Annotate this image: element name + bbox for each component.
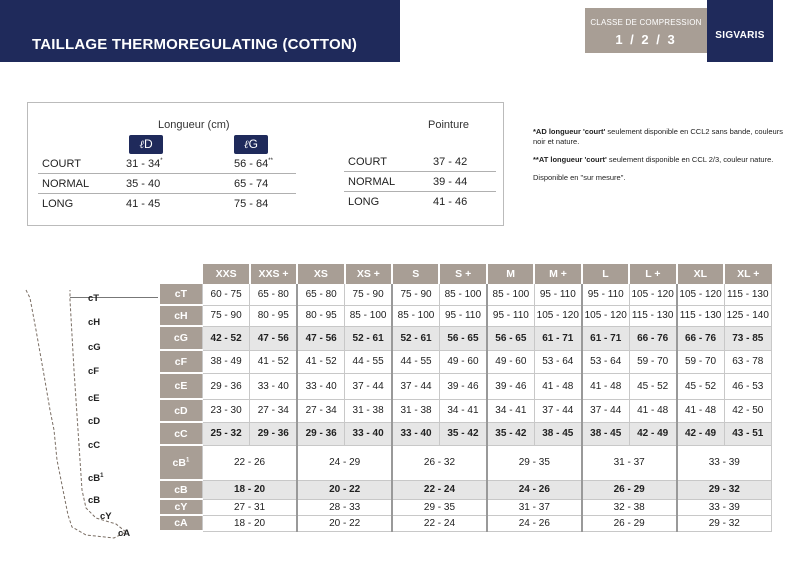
size-cell: 28 - 33 <box>297 499 392 515</box>
size-cell: 75 - 90 <box>202 305 249 326</box>
size-row-label <box>160 499 202 515</box>
length-g-mark: ** <box>268 158 273 164</box>
pointure-row <box>344 153 496 172</box>
size-row-cA <box>160 515 772 531</box>
size-cell: 42 - 49 <box>677 422 724 445</box>
size-header-cell: M <box>487 264 534 284</box>
pointure-value: 39 - 44 <box>433 176 468 188</box>
length-row-label: NORMAL <box>42 178 90 190</box>
leg-label-cT: cT <box>88 293 100 304</box>
leg-label-cH: cH <box>88 317 101 328</box>
size-cell: 45 - 52 <box>677 373 724 399</box>
size-cell: 66 - 76 <box>677 326 724 350</box>
note-3: Disponible en "sur mesure". <box>533 173 626 182</box>
size-cell: 22 - 24 <box>392 515 487 531</box>
size-cell: 80 - 95 <box>297 305 344 326</box>
note-1-text: seulement disponible en CCL2 sans bande, couleurs noir et nature. <box>533 127 783 146</box>
size-cell: 31 - 38 <box>392 399 439 422</box>
leg-label-cG: cG <box>88 342 101 353</box>
size-cell: 39 - 46 <box>487 373 534 399</box>
size-cell: 95 - 110 <box>439 305 486 326</box>
page-title: TAILLAGE THERMOREGULATING (COTTON) <box>32 36 358 53</box>
size-cell: 56 - 65 <box>439 326 486 350</box>
size-header-cell: M + <box>534 264 581 284</box>
size-row-label-text: cA <box>174 517 188 529</box>
leg-label-cB1 <box>88 473 104 484</box>
size-cell: 95 - 110 <box>582 284 629 305</box>
size-cell: 41 - 48 <box>629 399 676 422</box>
size-row-label: cF <box>160 350 202 373</box>
size-row-label: cH <box>160 305 202 326</box>
title-bar <box>0 0 400 62</box>
size-cell: 105 - 120 <box>582 305 629 326</box>
size-cell: 37 - 44 <box>345 373 392 399</box>
pointure-row <box>344 193 496 212</box>
size-header-cell: S + <box>439 264 486 284</box>
size-cell: 56 - 65 <box>487 326 534 350</box>
leg-label-cF: cF <box>88 366 100 377</box>
size-cell: 22 - 26 <box>202 445 297 480</box>
size-cell: 26 - 29 <box>582 480 677 499</box>
length-g-text: 56 - 64 <box>234 158 269 170</box>
compression-class-values: 1 / 2 / 3 <box>615 32 677 47</box>
length-d-badge: ℓD <box>129 135 163 154</box>
size-cell: 33 - 39 <box>677 499 772 515</box>
size-cell: 43 - 51 <box>724 422 771 445</box>
size-cell: 66 - 76 <box>629 326 676 350</box>
size-cell: 20 - 22 <box>297 480 392 499</box>
length-row <box>38 155 296 174</box>
length-row <box>38 175 296 194</box>
size-cell: 37 - 44 <box>392 373 439 399</box>
size-cell: 22 - 24 <box>392 480 487 499</box>
size-cell: 85 - 100 <box>487 284 534 305</box>
size-cell: 27 - 31 <box>202 499 297 515</box>
size-cell: 29 - 32 <box>677 515 772 531</box>
size-row-cB <box>160 480 772 499</box>
size-cell: 24 - 29 <box>297 445 392 480</box>
size-row-label-text: cB <box>174 483 188 496</box>
size-cell: 33 - 40 <box>392 422 439 445</box>
length-box <box>27 102 504 226</box>
length-g-label: G <box>248 137 258 151</box>
size-row-label <box>160 445 202 480</box>
size-cell: 95 - 110 <box>534 284 581 305</box>
size-cell: 60 - 75 <box>202 284 249 305</box>
length-d-value: 41 - 45 <box>126 198 161 210</box>
size-cell: 105 - 120 <box>534 305 581 326</box>
size-header-cell: L + <box>629 264 676 284</box>
length-d-value: 35 - 40 <box>126 178 161 190</box>
size-cell: 115 - 130 <box>677 305 724 326</box>
size-cell: 31 - 37 <box>487 499 582 515</box>
size-cell: 42 - 52 <box>202 326 249 350</box>
size-row-cE <box>160 373 772 399</box>
size-row-label: cT <box>160 284 202 305</box>
size-cell: 24 - 26 <box>487 515 582 531</box>
size-cell: 29 - 36 <box>297 422 344 445</box>
note-2 <box>533 155 783 165</box>
size-row-label <box>160 480 202 499</box>
note-1 <box>533 127 783 147</box>
length-g-value: 65 - 74 <box>234 178 269 190</box>
size-cell: 115 - 130 <box>629 305 676 326</box>
size-cell: 47 - 56 <box>297 326 344 350</box>
size-row-label-text: cY <box>174 501 188 513</box>
size-cell: 63 - 78 <box>724 350 771 373</box>
size-cell: 24 - 26 <box>487 480 582 499</box>
size-cell: 105 - 120 <box>677 284 724 305</box>
note-2-bold: **AT longueur 'court' <box>533 155 607 164</box>
size-cell: 38 - 45 <box>534 422 581 445</box>
compression-class-box <box>585 8 707 53</box>
length-row-label: LONG <box>42 198 74 210</box>
size-header-row <box>160 264 772 284</box>
size-row-label: cC <box>160 422 202 445</box>
length-d-text: 31 - 34 <box>126 158 161 170</box>
size-cell: 31 - 38 <box>345 399 392 422</box>
size-cell: 61 - 71 <box>534 326 581 350</box>
size-cell: 35 - 42 <box>487 422 534 445</box>
size-header-cell: XXS + <box>250 264 297 284</box>
size-cell: 46 - 53 <box>724 373 771 399</box>
size-header-cell: XL + <box>724 264 771 284</box>
size-cell: 80 - 95 <box>250 305 297 326</box>
size-cell: 32 - 38 <box>582 499 677 515</box>
size-row-cB1 <box>160 445 772 480</box>
size-cell: 41 - 52 <box>250 350 297 373</box>
size-row-label-text: cB <box>172 456 186 469</box>
size-row-cC <box>160 422 772 445</box>
size-row-label: cE <box>160 373 202 399</box>
notes <box>533 127 783 191</box>
length-g-value <box>234 158 273 170</box>
size-cell: 18 - 20 <box>202 515 297 531</box>
leg-label-cB: cB <box>88 495 101 506</box>
size-cell: 33 - 39 <box>677 445 772 480</box>
note-1-bold: *AD longueur 'court' <box>533 127 606 136</box>
size-cell: 105 - 120 <box>629 284 676 305</box>
leg-label-cY: cY <box>100 511 112 522</box>
size-cell: 29 - 36 <box>250 422 297 445</box>
size-cell: 44 - 55 <box>345 350 392 373</box>
size-cell: 59 - 70 <box>677 350 724 373</box>
size-cell: 53 - 64 <box>534 350 581 373</box>
pointure-row-label: NORMAL <box>348 176 396 188</box>
size-cell: 26 - 32 <box>392 445 487 480</box>
size-cell: 29 - 35 <box>487 445 582 480</box>
length-row <box>38 195 296 214</box>
size-cell: 33 - 40 <box>345 422 392 445</box>
size-cell: 85 - 100 <box>345 305 392 326</box>
size-header-cell: S <box>392 264 439 284</box>
size-cell: 41 - 48 <box>677 399 724 422</box>
size-cell: 42 - 49 <box>629 422 676 445</box>
pointure-row-label: COURT <box>348 156 387 168</box>
size-cell: 115 - 130 <box>724 284 771 305</box>
size-cell: 52 - 61 <box>345 326 392 350</box>
size-row-label: cG <box>160 326 202 350</box>
size-cell: 65 - 80 <box>250 284 297 305</box>
size-cell: 29 - 36 <box>202 373 249 399</box>
size-header-cell: XXS <box>202 264 249 284</box>
size-row-cD <box>160 399 772 422</box>
size-cell: 37 - 44 <box>582 399 629 422</box>
pointure-value: 37 - 42 <box>433 156 468 168</box>
size-cell: 33 - 40 <box>297 373 344 399</box>
pointure-heading: Pointure <box>428 119 469 131</box>
brand-logo <box>707 0 773 62</box>
leg-label-cB1-sup: 1 <box>100 473 104 479</box>
size-cell: 39 - 46 <box>439 373 486 399</box>
size-cell: 27 - 34 <box>297 399 344 422</box>
size-cell: 41 - 48 <box>534 373 581 399</box>
length-g-value: 75 - 84 <box>234 198 269 210</box>
length-row-label: COURT <box>42 158 81 170</box>
size-cell: 34 - 41 <box>439 399 486 422</box>
leg-label-cE: cE <box>88 393 100 404</box>
leg-label-cA: cA <box>118 528 131 539</box>
size-cell: 75 - 90 <box>392 284 439 305</box>
size-cell: 29 - 32 <box>677 480 772 499</box>
size-cell: 75 - 90 <box>345 284 392 305</box>
size-cell: 38 - 49 <box>202 350 249 373</box>
pointure-row <box>344 173 496 192</box>
leg-label-cD: cD <box>88 416 101 427</box>
size-cell: 85 - 100 <box>392 305 439 326</box>
leg-label-cB1-text: cB <box>88 473 101 485</box>
pointure-value: 41 - 46 <box>433 196 468 208</box>
length-heading: Longueur (cm) <box>158 119 230 131</box>
size-cell: 33 - 40 <box>250 373 297 399</box>
size-cell: 95 - 110 <box>487 305 534 326</box>
size-cell: 47 - 56 <box>250 326 297 350</box>
leg-label-cC: cC <box>88 440 101 451</box>
size-cell: 65 - 80 <box>297 284 344 305</box>
size-cell: 34 - 41 <box>487 399 534 422</box>
size-cell: 18 - 20 <box>202 480 297 499</box>
size-cell: 23 - 30 <box>202 399 249 422</box>
size-header-cell: XL <box>677 264 724 284</box>
note-2-text: seulement disponible en CCL 2/3, couleur nature. <box>606 155 774 164</box>
size-cell: 44 - 55 <box>392 350 439 373</box>
length-g-badge: ℓG <box>234 135 268 154</box>
size-row-cH <box>160 305 772 326</box>
size-row-label-sup: 1 <box>185 457 190 463</box>
size-row-cY <box>160 499 772 515</box>
pointure-row-label: LONG <box>348 196 380 208</box>
size-row-cF <box>160 350 772 373</box>
size-cell: 41 - 48 <box>582 373 629 399</box>
size-header-cell: XS + <box>345 264 392 284</box>
length-d-label: D <box>143 137 153 151</box>
brand-name: SIGVARIS <box>715 30 765 41</box>
size-header-cell: XS <box>297 264 344 284</box>
size-cell: 26 - 29 <box>582 515 677 531</box>
size-row-label: cD <box>160 399 202 422</box>
size-row-cG <box>160 326 772 350</box>
size-table <box>160 264 772 532</box>
size-cell: 31 - 37 <box>582 445 677 480</box>
size-header-blank <box>160 264 202 284</box>
size-cell: 49 - 60 <box>439 350 486 373</box>
size-cell: 38 - 45 <box>582 422 629 445</box>
size-header-cell: L <box>582 264 629 284</box>
size-cell: 37 - 44 <box>534 399 581 422</box>
size-cell: 42 - 50 <box>724 399 771 422</box>
size-cell: 35 - 42 <box>439 422 486 445</box>
size-table-body <box>160 284 772 531</box>
length-d-mark: * <box>160 158 163 164</box>
size-cell: 59 - 70 <box>629 350 676 373</box>
size-cell: 49 - 60 <box>487 350 534 373</box>
size-cell: 85 - 100 <box>439 284 486 305</box>
size-cell: 52 - 61 <box>392 326 439 350</box>
size-cell: 61 - 71 <box>582 326 629 350</box>
size-cell: 25 - 32 <box>202 422 249 445</box>
size-cell: 20 - 22 <box>297 515 392 531</box>
size-cell: 125 - 140 <box>724 305 771 326</box>
size-cell: 41 - 52 <box>297 350 344 373</box>
leg-line-cT <box>70 297 158 298</box>
size-cell: 29 - 35 <box>392 499 487 515</box>
size-cell: 73 - 85 <box>724 326 771 350</box>
compression-class-label: CLASSE DE COMPRESSION <box>590 18 702 27</box>
size-cell: 45 - 52 <box>629 373 676 399</box>
size-row-label <box>160 515 202 531</box>
size-row-cT <box>160 284 772 305</box>
size-cell: 53 - 64 <box>582 350 629 373</box>
length-d-value <box>126 158 163 170</box>
size-cell: 27 - 34 <box>250 399 297 422</box>
